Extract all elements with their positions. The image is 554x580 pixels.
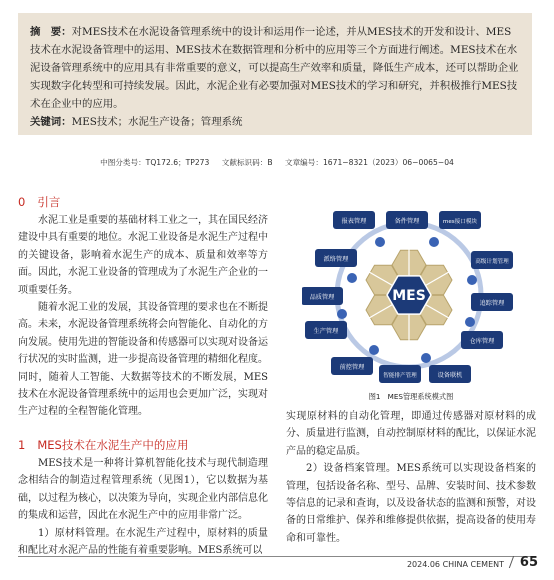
mes-core-label: MES	[392, 288, 426, 304]
right-paragraph-2: 2）设备档案管理。MES系统可以实现设备档案的管理，包括设备名称、型号、品牌、安装时间、技术参数等信息的记录和查询，以及设备状态的监测和预警，对设备的日常维护、保养和维修提供依据，提高设备的使用寿命和可靠性。	[286, 463, 536, 544]
mes-paragraph-1: MES技术是一种将计算机智能化技术与现代制造理念相结合的制造过程管理系统（见图1），它以数据为基础，以过程为核心，以决策为导向，实现企业内部信息化的集成和运营，因此在水泥生产中的应用非常广泛。	[18, 457, 268, 522]
module-label: 生产管理	[313, 328, 339, 335]
right-column	[286, 408, 536, 547]
abstract-box	[18, 13, 532, 135]
module-label: 前控管理	[339, 364, 365, 371]
node-dot	[465, 317, 475, 327]
intro-paragraph-1: 水泥工业是重要的基础材料工业之一，其在国民经济建设中具有重要的地位。水泥工业设备是水泥生产过程中的关键设备，影响着水泥生产的成本、质量和效率等方面。因此，水泥工业设备的管理成为了水泥生产企业的一项重要任务。	[18, 215, 268, 296]
module-label: 仓库管理	[469, 338, 495, 345]
classification-line	[0, 157, 554, 168]
node-dot	[337, 309, 347, 319]
module-label: 备件管理	[394, 218, 420, 225]
module-label: 智能排产管理	[383, 373, 417, 379]
module-label: mes接口模块	[442, 219, 478, 225]
node-dot	[375, 237, 385, 247]
section-heading-intro: 0 引言	[18, 195, 61, 209]
node-dot	[421, 353, 431, 363]
node-dot	[467, 275, 477, 285]
page-number: 65	[519, 555, 538, 570]
intro-paragraph-2: 随着水泥工业的发展，其设备管理的要求也在不断提高。未来，水泥设备管理系统将会向智能化、自动化的方向发展。使用先进的智能设备和传感器可以实现对设备运行状况的实时监测，进一步提高设备管理的精细化程度。同时，随着人工智能、大数据等技术的不断发展，MES技术在水泥设备管理系统中的运用也会更加广泛，实现对生产过程的全程智能化管理。	[18, 302, 268, 418]
footer-issue: 2024.06 CHINA CEMENT	[406, 560, 504, 569]
module-label: 设备联机	[437, 372, 463, 379]
mes-diagram	[302, 198, 516, 392]
abstract-text: 对MES技术在水泥设备管理系统中的设计和运用作一论述，并从MES技术的开发和设计、MES技术在水泥设备管理中的运用、MES技术在数据管理和分析中的应用等三个方面进行阐述。MES技术在水泥设备管理系统中的应用具有非常重要的意义，可以提高生产效率和质量，降低生产成本，还可以帮助企业实现数字化转型和可持续发展。因此，水泥企业有必要加强对MES技术的学习和研究，并积极推行MES技术在企业中的应用。	[30, 26, 519, 110]
abstract-label: 摘 要：	[30, 26, 72, 38]
left-column	[18, 192, 268, 559]
module-label: 报表管理	[341, 218, 367, 225]
mes-paragraph-2: 1）原材料管理。在水泥生产过程中，原材料的质量和配比对水泥产品的性能有着重要影响。MES系统可以	[18, 527, 268, 556]
node-dot	[369, 345, 379, 355]
doc-code: 文献标识码：B	[221, 158, 273, 167]
right-paragraph-1: 实现原材料的自动化管理，即通过传感器对原材料的成分、质量进行监测，自动控制原材料的配比，以保证水泥产品的稳定品质。	[286, 411, 536, 457]
page-footer	[0, 550, 554, 580]
node-dot	[429, 237, 439, 247]
footer-divider	[509, 556, 514, 568]
keywords-label: 关键词：	[30, 116, 72, 128]
module-label: 高级计划管理	[475, 259, 509, 265]
section-heading-mes: 1 MES技术在水泥生产中的应用	[18, 437, 189, 452]
module-label: 派络管理	[323, 256, 349, 263]
mes-diagram-svg	[302, 198, 516, 392]
module-label: 品质管理	[309, 294, 335, 301]
article-number: 文章编号：1671−8321（2023）06−0065−04	[284, 158, 454, 167]
figure-caption: 图1 MES管理系统模式图	[368, 392, 454, 401]
keywords-text: MES技术；水泥生产设备；管理系统	[71, 116, 243, 128]
node-dot	[347, 273, 357, 283]
clc-number: 中图分类号：TQ172.6；TP273	[100, 158, 210, 167]
footer-rule	[18, 556, 536, 557]
module-label: 追踪管理	[479, 300, 505, 307]
